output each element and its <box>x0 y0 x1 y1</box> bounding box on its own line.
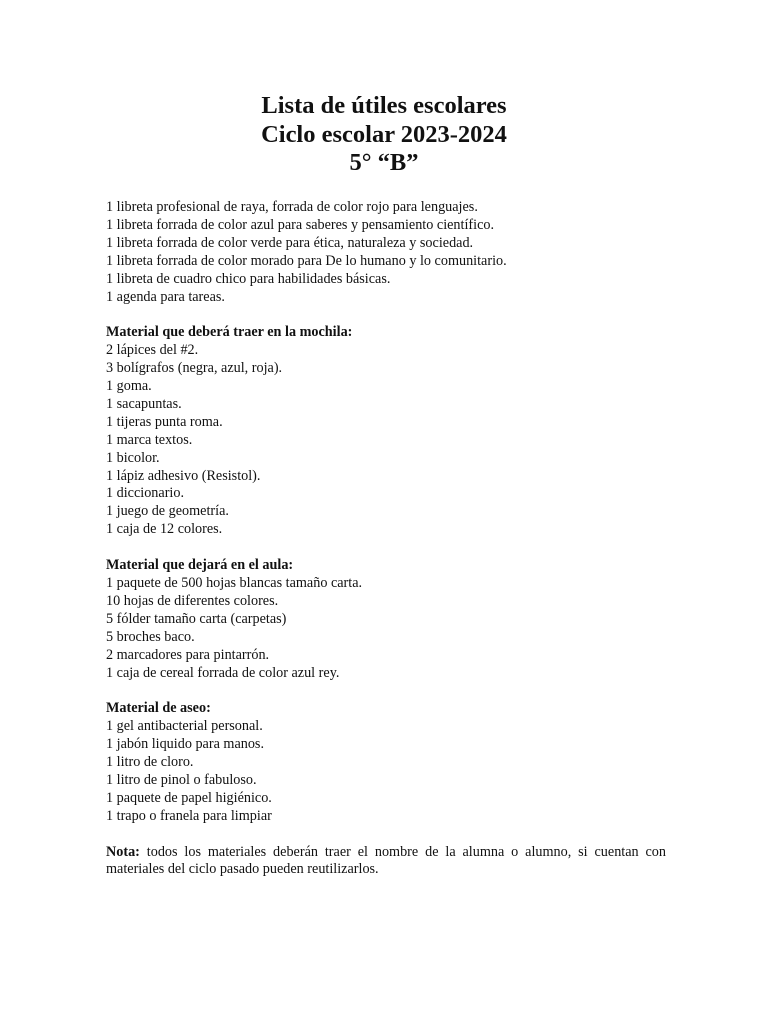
list-item: 3 bolígrafos (negra, azul, roja). <box>106 360 283 377</box>
section-heading: Material que dejará en el aula: <box>106 557 294 574</box>
title-line-2: Ciclo escolar 2023-2024 <box>261 120 507 148</box>
list-item: 1 litro de cloro. <box>106 754 194 771</box>
list-item: 1 paquete de 500 hojas blancas tamaño carta. <box>106 575 363 591</box>
list-item: 1 libreta forrada de color morado para De lo humano y lo comunitario. <box>106 252 507 269</box>
notebooks-list <box>106 199 666 306</box>
title-line-3: 5° “B” <box>349 149 419 176</box>
title-line-1: Lista de útiles escolares <box>261 92 507 119</box>
hygiene-section <box>106 700 666 825</box>
list-item: 1 bicolor. <box>106 449 160 466</box>
note-text: todos los materiales deberán traer el nombre de la alumna o alumno, si cuentan con materiales del ciclo pasado pueden reutilizarlos. <box>106 843 666 878</box>
list-item: 1 libreta profesional de raya, forrada de color rojo para lenguajes. <box>106 199 478 215</box>
list-item: 2 marcadores para pintarrón. <box>106 646 270 663</box>
section-spacer <box>106 306 666 324</box>
list-item: 1 trapo o franela para limpiar <box>106 807 272 824</box>
section-spacer <box>106 682 666 700</box>
backpack-section <box>106 324 666 539</box>
list-item: 1 gel antibacterial personal. <box>106 718 263 735</box>
section-spacer <box>106 826 666 844</box>
list-item: 1 caja de cereal forrada de color azul rey. <box>106 664 340 681</box>
section-heading: Material que deberá traer en la mochila: <box>106 324 353 341</box>
list-item: 5 broches baco. <box>106 628 195 645</box>
classroom-section <box>106 557 666 682</box>
note-label: Nota: <box>106 843 140 860</box>
list-item: 1 juego de geometría. <box>106 503 229 520</box>
list-item: 1 sacapuntas. <box>106 395 182 412</box>
list-item: 1 goma. <box>106 378 152 395</box>
list-item: 1 marca textos. <box>106 431 193 448</box>
section-spacer <box>106 539 666 557</box>
list-item: 1 agenda para tareas. <box>106 288 225 305</box>
list-item: 10 hojas de diferentes colores. <box>106 592 279 609</box>
list-item: 5 fólder tamaño carta (carpetas) <box>106 610 287 627</box>
list-item: 1 diccionario. <box>106 485 185 502</box>
list-item: 1 libreta de cuadro chico para habilidades básicas. <box>106 270 391 287</box>
list-item: 1 libreta forrada de color azul para saberes y pensamiento científico. <box>106 216 495 233</box>
list-item: 1 caja de 12 colores. <box>106 521 223 538</box>
list-item: 1 libreta forrada de color verde para ética, naturaleza y sociedad. <box>106 234 474 251</box>
list-item: 1 lápiz adhesivo (Resistol). <box>106 467 261 484</box>
document-title <box>0 92 768 178</box>
note-paragraph <box>106 844 666 880</box>
document-body <box>106 199 666 879</box>
section-heading: Material de aseo: <box>106 700 211 717</box>
list-item: 1 litro de pinol o fabuloso. <box>106 771 257 788</box>
list-item: 1 jabón liquido para manos. <box>106 736 265 753</box>
list-item: 2 lápices del #2. <box>106 342 199 359</box>
list-item: 1 paquete de papel higiénico. <box>106 789 272 806</box>
list-item: 1 tijeras punta roma. <box>106 413 223 430</box>
